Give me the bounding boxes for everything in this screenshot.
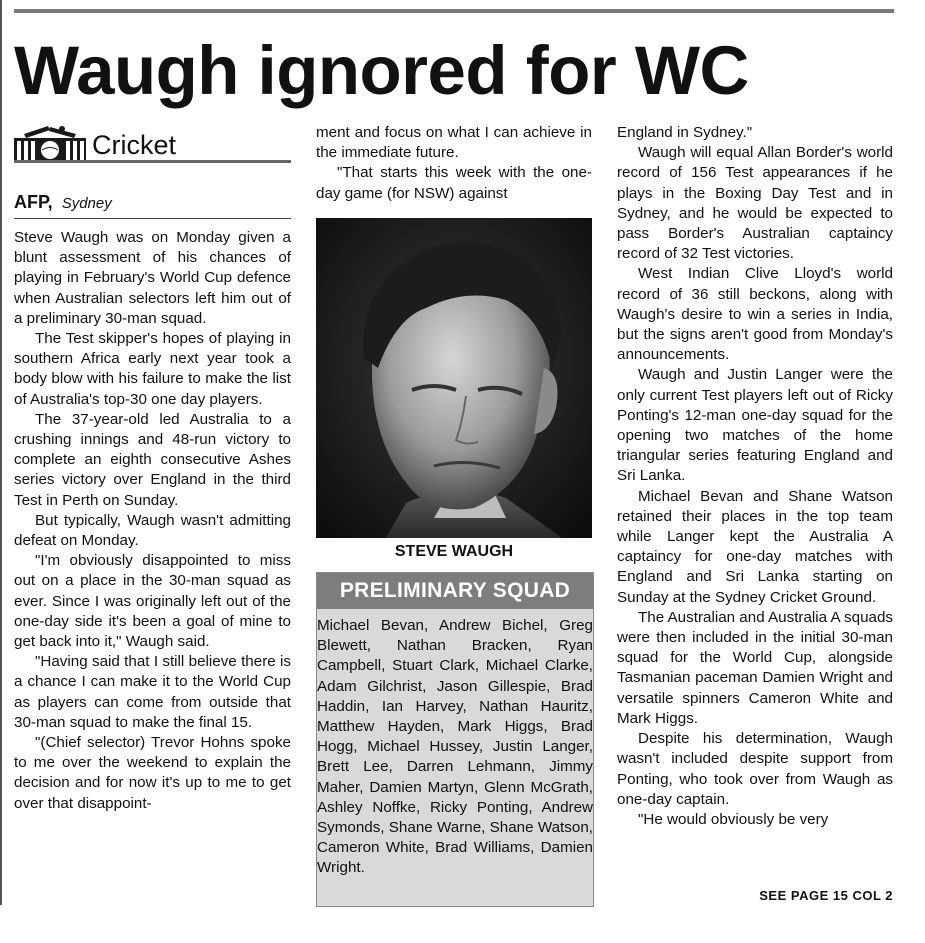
- continued-jump-line: SEE PAGE 15 COL 2: [759, 888, 893, 903]
- paragraph: "(Chief selector) Trevor Hohns spoke to me over the weekend to explain the decision and for now it's up to me to get over that disappoint-: [14, 734, 291, 812]
- article-column-1: [14, 228, 291, 814]
- photo-caption: STEVE WAUGH: [394, 543, 514, 560]
- paragraph: The 37-year-old led Australia to a crushing innings and 48-run victory to complete an eighth consecutive Ashes series victory over England in the third Test in Perth on Sunday.: [14, 410, 291, 509]
- paragraph: ment and focus on what I can achieve in the immediate future.: [316, 124, 592, 162]
- byline: [14, 190, 291, 216]
- paragraph: "That starts this week with the one-day game (for NSW) against: [316, 164, 592, 202]
- paragraph: "I'm obviously disappointed to miss out on a place in the 30-man squad as ever. Since I was originally left out of the one-day side it's been a goal of mine to get back into it," Waugh said.: [14, 552, 291, 651]
- paragraph: Waugh and Justin Langer were the only current Test players left out of Ricky Ponting's 12-man one-day squad for the opening two matches of the home triangular series featuring England and Sri Lanka.: [617, 366, 893, 485]
- section-name: Cricket: [92, 130, 177, 160]
- top-rule: [14, 9, 894, 13]
- paragraph: But typically, Waugh wasn't admitting defeat on Monday.: [14, 511, 291, 550]
- squad-title: PRELIMINARY SQUAD: [317, 573, 593, 609]
- byline-city: Sydney: [61, 195, 112, 212]
- paragraph: Michael Bevan and Shane Watson retained their places in the top team while Langer kept the Australia A captaincy for one-day matches with England and Sri Lanka starting on Sunday at the Sydney Cricket Ground.: [617, 487, 893, 606]
- paragraph: "Having said that I still believe there is a chance I can make it to the World Cup as players can come from outside that 30-man squad to make the final 15.: [14, 653, 291, 731]
- paragraph: Despite his determination, Waugh wasn't included despite support from Ponting, who took over from Waugh as one-day captain.: [617, 730, 893, 808]
- cricket-bat-ball-stumps-icon: [14, 124, 86, 162]
- paragraph: "He would obviously be very: [638, 810, 829, 828]
- byline-agency: AFP,: [14, 192, 53, 212]
- player-photo: [316, 218, 592, 538]
- byline-rule: [14, 218, 291, 219]
- squad-list: Michael Bevan, Andrew Bichel, Greg Blewett, Nathan Bracken, Ryan Campbell, Stuart Clark, Michael Clarke, Adam Gilchrist, Jason Gillespie, Brad Haddin, Ian Harvey, Nathan Hauritz, Matthew Hayden, Mark Higgs, Brad Hogg, Michael Hussey, Justin Langer, Brett Lee, Darren Lehmann, Jimmy Maher, Damien Martyn, Glenn McGrath, Ashley Noffke, Ricky Ponting, Andrew Symonds, Shane Warne, Shane Watson, Cameron White, Brad Williams, Damien Wright.: [317, 617, 593, 877]
- headline: Waugh ignored for WC: [14, 32, 749, 109]
- portrait-image: [316, 218, 592, 538]
- section-tag: [14, 120, 291, 164]
- page-border: [0, 0, 2, 905]
- paragraph: West Indian Clive Lloyd's world record of 36 still beckons, along with Waugh's desire to win a series in India, but the signs aren't good from Monday's announcements.: [617, 265, 893, 364]
- paragraph: The Test skipper's hopes of playing in southern Africa early next year took a body blow with his failure to make the list of Australia's top-30 one day players.: [14, 330, 291, 408]
- squad-sidebar: [316, 572, 594, 907]
- paragraph: The Australian and Australia A squads were then included in the initial 30-man squad for the World Cup, alongside Tasmanian paceman Damien Wright and versatile spinners Cameron White and Mark Higgs.: [617, 608, 893, 727]
- paragraph: Waugh will equal Allan Border's world record of 156 Test appearances if he plays in the Boxing Day Test and in Sydney, and he would be expected to pass Border's Australian captaincy record of 32 Test victories.: [617, 144, 893, 263]
- section-rule: [14, 160, 291, 163]
- article-column-3: [617, 123, 893, 830]
- paragraph: Steve Waugh was on Monday given a blunt assessment of his chances of playing in February's World Cup defence when Australian selectors left him out of a preliminary 30-man squad.: [14, 229, 291, 327]
- paragraph: England in Sydney.": [617, 124, 753, 141]
- article-column-2: [316, 123, 592, 204]
